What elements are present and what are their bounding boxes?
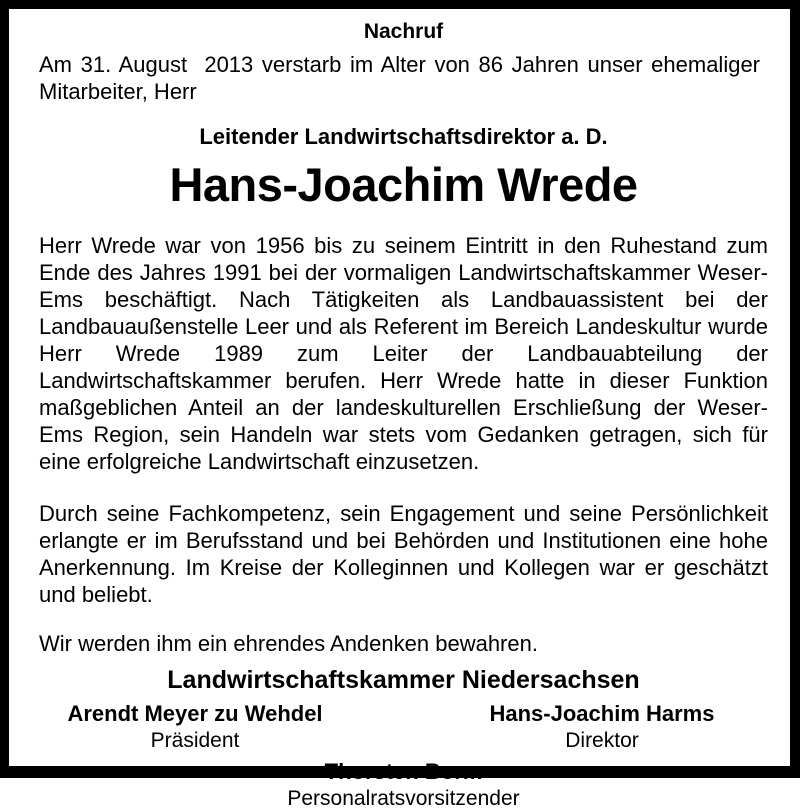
intro-paragraph: Am 31. August 2013 verstarb im Alter von 86 Jahren unser ehemaliger Mitarbeiter, Herr	[39, 52, 767, 104]
signer-name: Hans-Joachim Harms	[489, 701, 715, 726]
signer-president	[45, 700, 345, 754]
deceased-name: Hans-Joachim Wrede	[169, 158, 638, 211]
signer-director	[452, 700, 752, 754]
obituary-paragraph-3: Wir werden ihm ein ehrendes Andenken bewahren.	[39, 631, 538, 656]
notice-inner-content	[9, 9, 790, 810]
signer-role: Personalratsvorsitzender	[287, 787, 520, 810]
obituary-paragraph-1: Herr Wrede war von 1956 bis zu seinem Eintritt in den Ruhestand zum Ende des Jahres 1991 bei der vormaligen Landwirtschaftskammer Weser-Ems beschäftigt. Nach Tätigkeiten als Landbauassistent bei der Landbauaußenstelle Leer und als Referent im Bereich Landeskultur wurde Herr Wrede 1989 zum Leiter der Landbauabteilung der Landwirtschaftskammer berufen. Herr Wrede hatte in dieser Funktion maßgeblichen Anteil an der landeskulturellen Erschließung der Weser-Ems Region, sein Handeln war stets vom Gedanken getragen, sich für eine erfolgreiche Landwirtschaft einzusetzen.	[39, 233, 768, 474]
signer-role: Direktor	[565, 729, 639, 752]
signer-name: Arendt Meyer zu Wehdel	[67, 701, 323, 726]
signers-row	[39, 700, 768, 754]
rank-title: Leitender Landwirtschaftsdirektor a. D.	[199, 124, 608, 149]
obituary-paragraph-2: Durch seine Fachkompetenz, sein Engagement und seine Persönlichkeit erlangte er im Berufsstand und bei Behörden und Institutionen eine hohe Anerkennung. Im Kreise der Kolleginnen und Kollegen war er geschätzt und beliebt.	[39, 501, 768, 607]
signer-name: Thorsten Borm	[324, 759, 483, 784]
signer-role: Präsident	[150, 729, 240, 752]
signer-works-council	[39, 758, 768, 812]
page-title: Nachruf	[363, 20, 444, 43]
organization-name: Landwirtschaftskammer Niedersachsen	[167, 666, 640, 694]
